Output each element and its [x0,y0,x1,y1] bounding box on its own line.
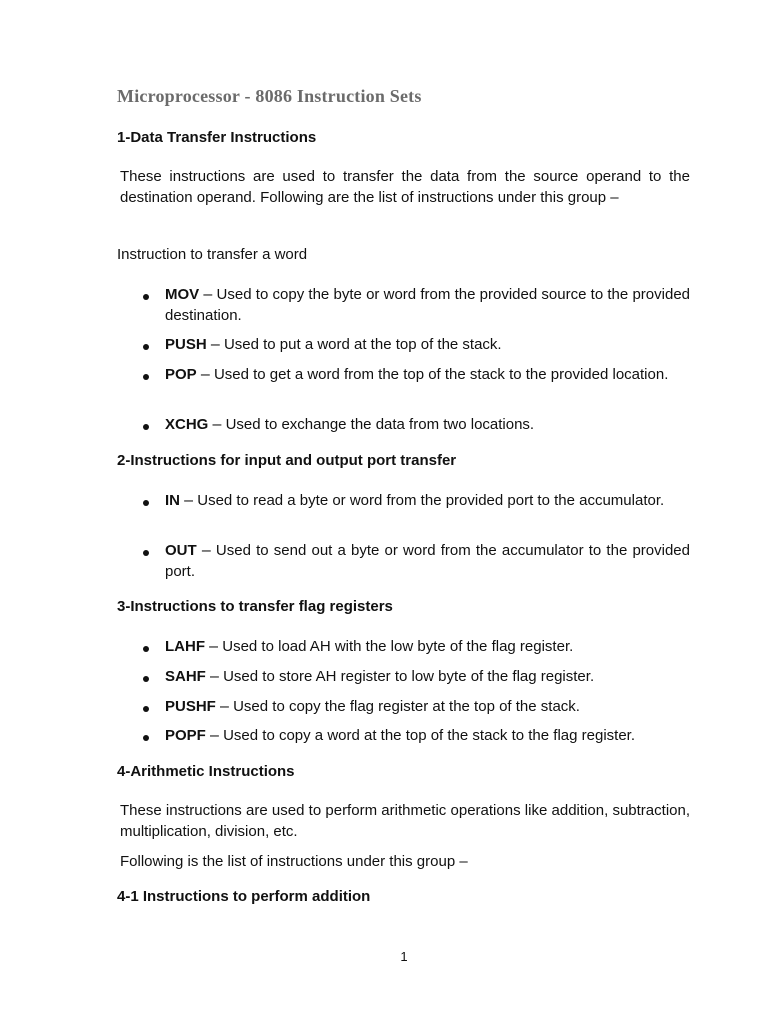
dash: – [210,727,219,744]
section-heading-data-transfer: 1-Data Transfer Instructions [117,129,317,146]
dash: – [220,698,229,715]
document-title: Microprocessor - 8086 Instruction Sets [117,86,422,106]
bullet-icon [143,294,149,300]
dash: – [210,336,220,353]
list-item-pop [165,364,690,385]
list-item-sahf [165,666,690,687]
bullet-icon [143,374,149,380]
instruction-description: Used to copy the flag register at the top of the stack. [233,698,580,715]
page-number: 1 [400,949,408,964]
instruction-description: Used to get a word from the top of the stack to the provided location. [213,366,669,383]
list-item-pushf [165,696,690,717]
dash: – [212,416,222,433]
bullet-icon [143,646,149,652]
instruction-description: Used to read a byte or word from the provided port to the accumulator. [197,492,665,509]
instruction-term: POPF [165,727,206,744]
list-item-out [165,540,690,582]
section-heading-flag-registers: 3-Instructions to transfer flag registers [117,598,393,615]
dash: – [184,492,194,509]
section-paragraph-arithmetic: These instructions are used to perform arithmetic operations like addition, subtraction, multiplication, division, etc. [120,802,690,840]
list-item-push [165,334,690,355]
instruction-term: PUSH [165,336,207,353]
bullet-icon [143,706,149,712]
list-item-popf [165,725,690,746]
section-paragraph-data-transfer: These instructions are used to transfer the data from the source operand to the destination operand. Following are the list of instructions under this group – [120,168,690,206]
bullet-icon [143,424,149,430]
instruction-description: Used to copy a word at the top of the stack to the flag register. [223,727,635,744]
instruction-term: SAHF [165,668,206,685]
bullet-icon [143,550,149,556]
instruction-term: IN [165,492,180,509]
section-paragraph-arithmetic-list: Following is the list of instructions under this group – [120,853,468,870]
list-item-mov [165,284,690,326]
instruction-description: Used to put a word at the top of the stack. [223,336,502,353]
instruction-description: Used to copy the byte or word from the provided source to the provided destination. [165,286,691,324]
instruction-description: Used to exchange the data from two locations. [225,416,535,433]
dash: – [203,286,213,303]
bullet-icon [143,344,149,350]
section-heading-io-port: 2-Instructions for input and output port transfer [117,452,457,469]
instruction-description: Used to load AH with the low byte of the flag register. [222,638,574,655]
subheading-transfer-word: Instruction to transfer a word [117,246,308,263]
instruction-term: MOV [165,286,200,303]
instruction-term: OUT [165,542,197,559]
instruction-term: XCHG [165,416,209,433]
section-heading-arithmetic: 4-Arithmetic Instructions [117,763,295,780]
list-item-in [165,490,690,511]
instruction-term: PUSHF [165,698,216,715]
instruction-term: POP [165,366,197,383]
list-item-lahf [165,636,690,657]
dash: – [201,542,211,559]
dash: – [200,366,210,383]
instruction-term: LAHF [165,638,205,655]
instruction-description: Used to store AH register to low byte of the flag register. [223,668,595,685]
instruction-description: Used to send out a byte or word from the accumulator to the provided port. [165,542,690,580]
dash: – [209,638,219,655]
bullet-icon [143,500,149,506]
subsection-heading-addition: 4-1 Instructions to perform addition [117,888,371,905]
dash: – [210,668,219,685]
bullet-icon [143,676,149,682]
bullet-icon [143,735,149,741]
list-item-xchg [165,414,690,435]
